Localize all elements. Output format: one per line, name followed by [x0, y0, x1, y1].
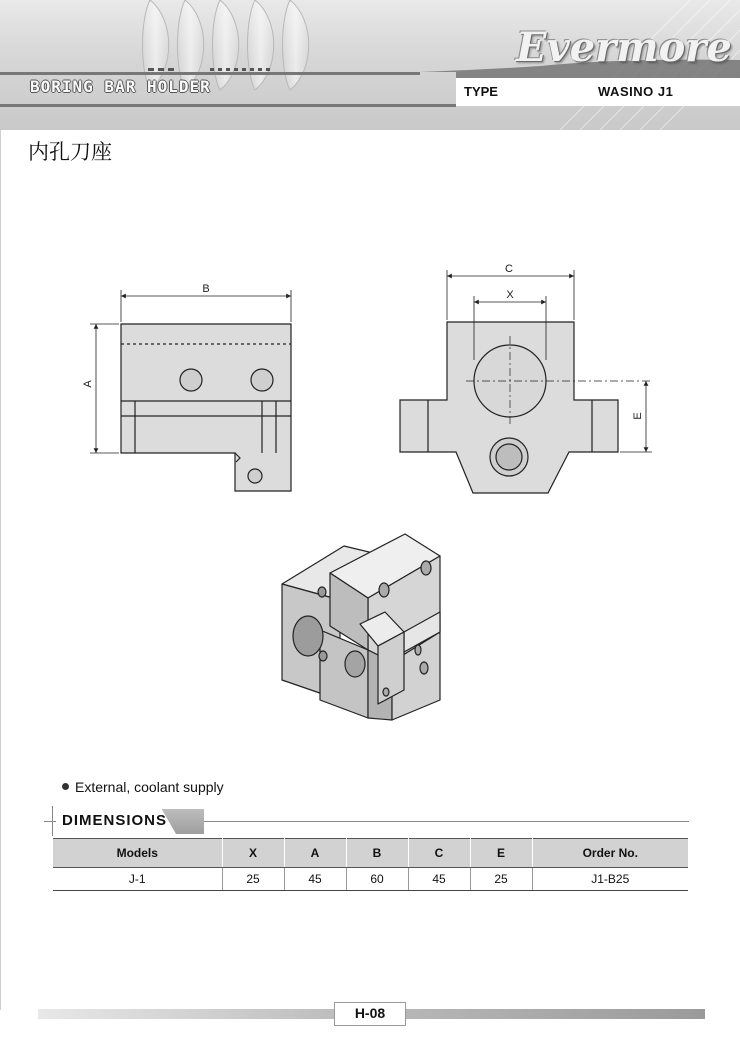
dim-label-a: A	[82, 380, 94, 388]
table-row	[53, 868, 688, 891]
cell-e: 25	[470, 868, 532, 891]
cell-order-no: J1-B25	[532, 868, 688, 891]
page-title-cn: 内孔刀座	[28, 140, 112, 164]
dim-label-b: B	[202, 283, 210, 295]
cell-c: 45	[408, 868, 470, 891]
column-header-models: Models	[53, 839, 222, 868]
dimensions-vline	[52, 806, 53, 836]
front-view-drawing	[400, 322, 618, 493]
cell-b: 60	[346, 868, 408, 891]
column-header-a: A	[284, 839, 346, 868]
feature-note	[62, 779, 224, 795]
bullet-icon	[62, 783, 69, 790]
column-header-b: B	[346, 839, 408, 868]
column-header-e: E	[470, 839, 532, 868]
type-label: TYPE	[464, 84, 498, 99]
column-header-c: C	[408, 839, 470, 868]
column-header-order-no: Order No.	[532, 839, 688, 868]
cell-model: J-1	[53, 868, 222, 891]
brand-logo: Evermore	[516, 24, 732, 71]
side-view-drawing	[121, 324, 291, 491]
cell-x: 25	[222, 868, 284, 891]
section-title: BORING BAR HOLDER	[30, 77, 211, 96]
cell-a: 45	[284, 868, 346, 891]
dim-label-e: E	[632, 412, 644, 420]
table-header-row	[53, 839, 688, 868]
dimensions-heading: DIMENSIONS	[62, 812, 168, 829]
page-number: H-08	[354, 1005, 386, 1021]
dim-label-c: C	[505, 263, 513, 275]
type-value: WASINO J1	[598, 84, 674, 99]
feature-note-text: External, coolant supply	[75, 779, 224, 795]
column-header-x: X	[222, 839, 284, 868]
dimensions-table	[53, 838, 688, 891]
isometric-view-drawing	[282, 534, 440, 720]
dim-label-x: X	[506, 289, 514, 301]
